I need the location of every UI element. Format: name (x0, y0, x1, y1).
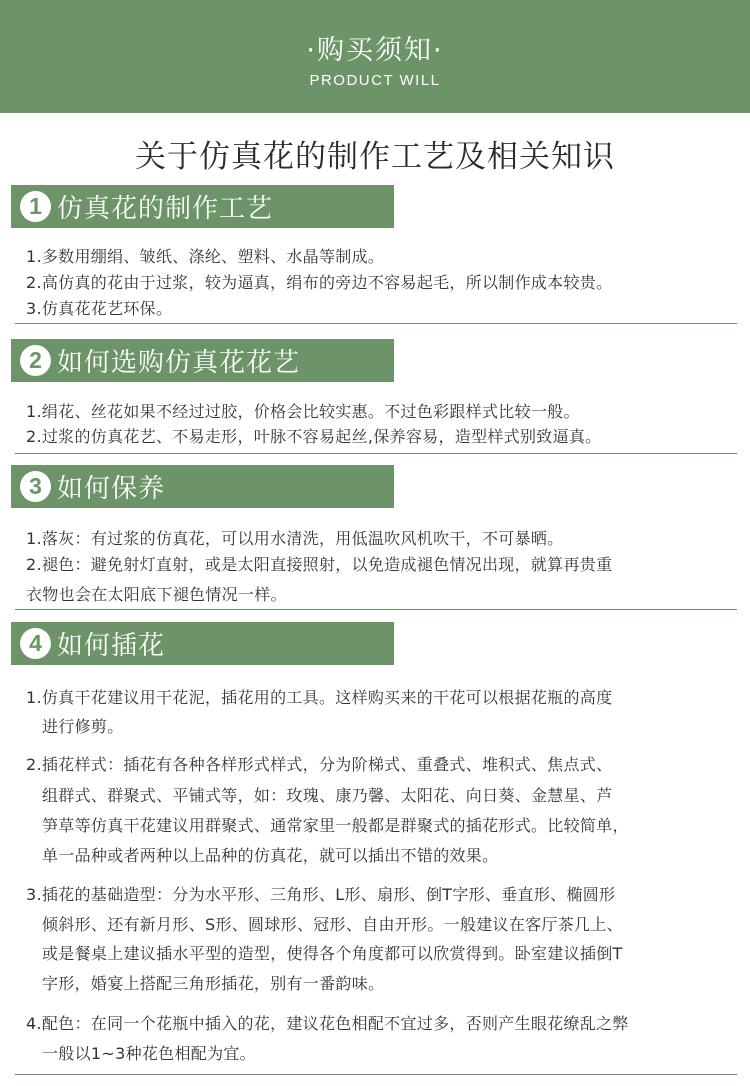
section-4-line: 组群式、群聚式、平铺式等，如：玫瑰、康乃馨、太阳花、向日葵、金慧星、芦 (42, 786, 613, 805)
divider (15, 609, 737, 610)
section-1-number: 1 (20, 191, 51, 222)
header-banner (0, 0, 750, 113)
section-1-line: 2.高仿真的花由于过浆，较为逼真，绢布的旁边不容易起毛，所以制作成本较贵。 (26, 273, 613, 292)
section-1-line: 3.仿真花花艺环保。 (26, 299, 173, 318)
section-3-line: 衣物也会在太阳底下褪色情况一样。 (26, 585, 287, 604)
banner-subtitle: PRODUCT WILL (309, 72, 441, 89)
section-4-line: 倾斜形、还有新月形、S形、圆球形、冠形、自由开形。一般建议在客厅茶几上、 (42, 915, 623, 934)
section-4-line: 一般以1~3种花色相配为宜。 (42, 1044, 256, 1063)
section-4-line: 4.配色：在同一个花瓶中插入的花，建议花色相配不宜过多，否则产生眼花缭乱之弊 (26, 1014, 629, 1033)
section-4-number: 4 (20, 628, 51, 659)
section-4-line: 或是餐桌上建议插水平型的造型，使得各个角度都可以欣赏得到。卧室建议插倒T (42, 944, 623, 963)
section-3-header (11, 465, 394, 508)
page-title: 关于仿真花的制作工艺及相关知识 (135, 139, 615, 175)
section-4-line: 2.插花样式：插花有各种各样形式样式，分为阶梯式、重叠式、堆积式、焦点式、 (26, 755, 613, 774)
section-2-number: 2 (20, 345, 51, 376)
section-1-header (11, 185, 394, 228)
section-4-line: 笋草等仿真干花建议用群聚式、通常家里一般都是群聚式的插花形式。比较简单， (42, 816, 629, 835)
section-4-line: 1.仿真干花建议用干花泥，插花用的工具。这样购买来的干花可以根据花瓶的高度 (26, 688, 613, 707)
section-4-line: 字形，婚宴上搭配三角形插花，别有一番韵味。 (42, 974, 385, 993)
section-4-title: 如何插花 (57, 631, 166, 661)
section-4-line: 3.插花的基础造型：分为水平形、三角形、L形、扇形、倒T字形、垂直形、椭圆形 (26, 885, 616, 904)
divider (15, 1074, 737, 1075)
section-3-line: 2.褪色：避免射灯直射，或是太阳直接照射，以免造成褪色情况出现，就算再贵重 (26, 555, 613, 574)
section-1-line: 1.多数用绷绢、皱纸、涤纶、塑料、水晶等制成。 (26, 247, 385, 266)
section-4-line: 进行修剪。 (42, 717, 124, 736)
section-2-header (11, 339, 394, 382)
divider (15, 323, 737, 324)
section-2-line: 1.绢花、丝花如果不经过过胶，价格会比较实惠。不过色彩跟样式比较一般。 (26, 402, 580, 421)
section-2-line: 2.过浆的仿真花艺、不易走形，叶脉不容易起丝,保养容易，造型样式别致逼真。 (26, 427, 602, 446)
divider (15, 453, 737, 454)
section-4-line: 单一品种或者两种以上品种的仿真花，就可以插出不错的效果。 (42, 846, 499, 865)
banner-title: ·购买须知· (306, 35, 444, 66)
section-3-title: 如何保养 (57, 474, 166, 504)
section-4-header (11, 622, 394, 665)
section-3-line: 1.落灰：有过浆的仿真花，可以用水清洗，用低温吹风机吹干，不可暴晒。 (26, 529, 564, 548)
section-1-title: 仿真花的制作工艺 (57, 194, 274, 224)
section-3-number: 3 (20, 471, 51, 502)
section-2-title: 如何选购仿真花花艺 (57, 348, 301, 378)
